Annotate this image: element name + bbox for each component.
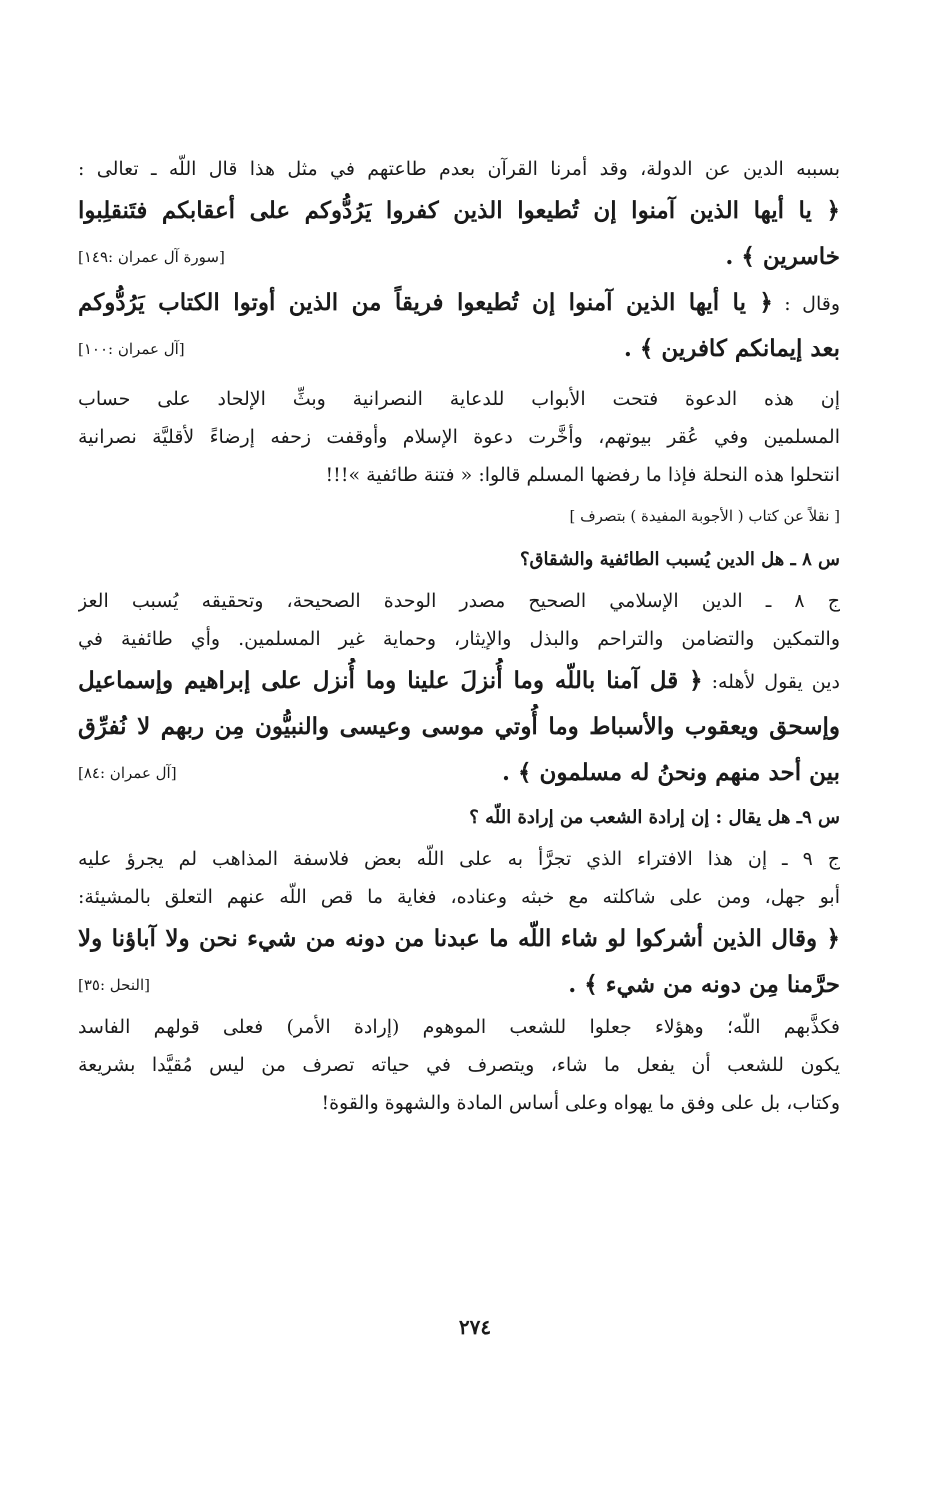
verse-text: ﴿ يا أيها الذين آمنوا إن تُطيعوا فريقاً من الذين أوتوا الكتاب يَرُدُّوكم — [78, 289, 773, 316]
paragraph-line: فكذَّبهم اللّه؛ وهؤلاء جعلوا للشعب الموهوم (إرادة الأمر) فعلى قولهم الفاسد — [78, 1016, 840, 1038]
paragraph-line: ج ٩ ـ إن هذا الافتراء الذي تجرَّأ به على اللّه بعض فلاسفة المذاهب لم يجرؤ عليه — [78, 848, 840, 870]
paragraph-line: أبو جهل، ومن على شاكلته مع خبثه وعناده، فغاية ما قص اللّه عنهم التعلق بالمشيئة: — [78, 886, 840, 908]
paragraph-line: وكتاب، بل على وفق ما يهواه وعلى أساس المادة والشهوة والقوة! — [321, 1092, 840, 1114]
paragraph-line: إن هذه الدعوة فتحت الأبواب للدعاية النصرانية وبثِّ الإلحاد على حساب — [78, 388, 840, 410]
paragraph-line: المسلمين وفي عُقر بيوتهم، وأخَّرت دعوة الإسلام وأوقفت زحفه إرضاءً لأقليَّة نصرانية — [78, 426, 840, 448]
verse-reference: [النحل :٣٥] — [78, 976, 150, 994]
quran-verse-line: ﴿ وقال الذين أشركوا لو شاء اللّه ما عبدنا من دونه من شيء نحن ولا آباؤنا ولا — [78, 925, 840, 952]
verse-text: بين أحد منهم ونحنُ له مسلمون ﴾ . — [502, 759, 840, 786]
quran-verse-line — [78, 962, 840, 1008]
quran-verse-line — [78, 658, 840, 704]
paragraph-line: ج ٨ ـ الدين الإسلامي الصحيح مصدر الوحدة الصحيحة، وتحقيقه يُسبب العز — [78, 590, 840, 612]
quran-verse-line: وإسحق ويعقوب والأسباط وما أُوتي موسى وعيسى والنبيُّون مِن ربهم لا نُفرِّق — [78, 713, 840, 740]
quran-verse-line — [78, 750, 840, 796]
verse-text: خاسرين ﴾ . — [725, 243, 840, 270]
page-body — [78, 150, 840, 1122]
verse-text: حرَّمنا مِن دونه من شيء ﴾ . — [568, 971, 840, 998]
paragraph-line: والتمكين والتضامن والتراحم والبذل والإيثار، وحماية غير المسلمين. وأي طائفية في — [78, 628, 840, 650]
paragraph-line: يكون للشعب أن يفعل ما شاء، ويتصرف في حياته تصرف من ليس مُقيَّدا بشريعة — [78, 1054, 840, 1076]
quran-verse-line — [78, 326, 840, 372]
paragraph-line: انتحلوا هذه النحلة فإذا ما رفضها المسلم قالوا: « فتنة طائفية »!!! — [325, 464, 840, 486]
verse-reference: [آل عمران :٨٤] — [78, 764, 177, 782]
source-citation: [ نقلاً عن كتاب ( الأجوبة المفيدة ) بتصرف ] — [569, 507, 840, 525]
question-heading: س ٩ـ هل يقال : إن إرادة الشعب من إرادة اللّه ؟ — [469, 807, 840, 828]
page-number: ٢٧٤ — [458, 1315, 492, 1339]
quran-verse-line — [78, 280, 840, 326]
paragraph-line: بسببه الدين عن الدولة، وقد أمرنا القرآن بعدم طاعتهم في مثل هذا قال اللّه ـ تعالى : — [78, 158, 840, 180]
intro-text: دين يقول لأهله: — [702, 671, 840, 693]
quran-verse-line — [78, 234, 840, 280]
verse-text: ﴿ قل آمنا باللّه وما أُنزلَ علينا وما أُنزل على إبراهيم وإسماعيل — [78, 667, 703, 694]
verse-text: بعد إيمانكم كافرين ﴾ . — [623, 335, 840, 362]
verse-reference: [آل عمران :١٠٠] — [78, 340, 185, 358]
quran-verse-line: ﴿ يا أيها الذين آمنوا إن تُطيعوا الذين كفروا يَرُدُّوكم على أعقابكم فتَنقلِبوا — [78, 197, 840, 224]
question-heading: س ٨ ـ هل الدين يُسبب الطائفية والشقاق؟ — [519, 549, 840, 570]
verse-reference: [سورة آل عمران :١٤٩] — [78, 248, 225, 266]
intro-text: وقال : — [772, 293, 840, 315]
